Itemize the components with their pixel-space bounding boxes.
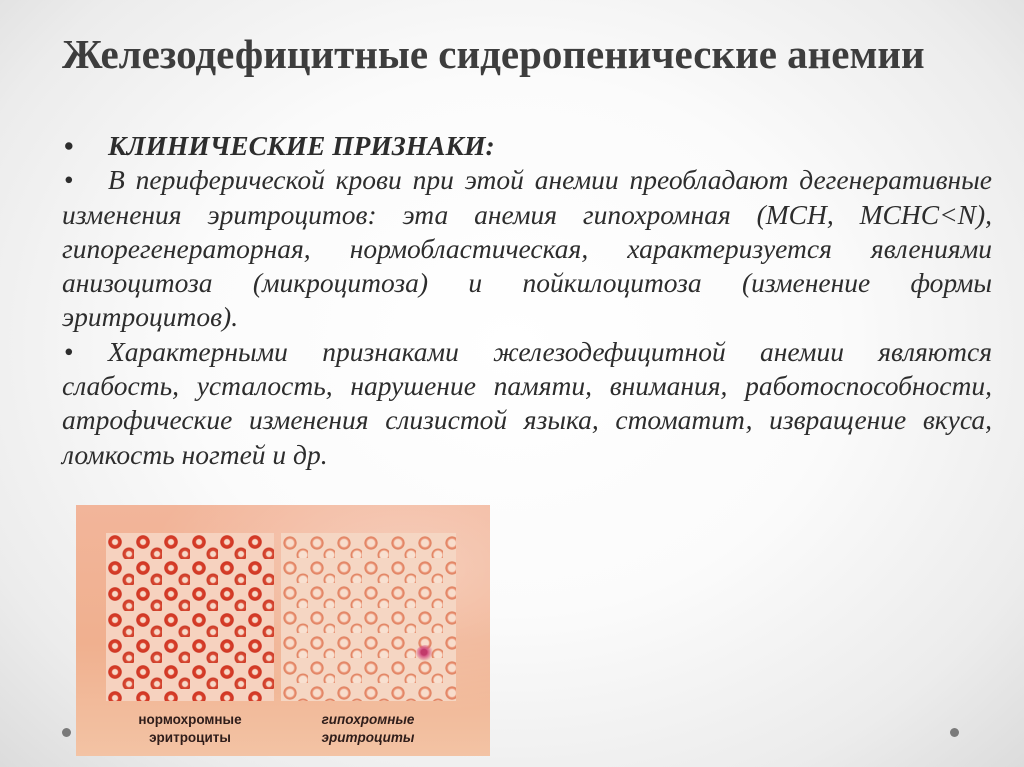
- normochromic-smear-image: [106, 533, 274, 701]
- hypochromic-smear-image: [281, 533, 456, 701]
- bullet-item-characteristic-signs: [62, 335, 992, 472]
- slide-nav-dot-left: [62, 728, 71, 737]
- clinical-signs-heading: КЛИНИЧЕСКИЕ ПРИЗНАКИ:: [108, 130, 495, 161]
- bullet-marker: •: [64, 164, 74, 196]
- bullet-item-peripheral-blood: [62, 163, 992, 334]
- peripheral-blood-text: В периферической крови при этой анемии преобладают дегенеративные изменения эритроцитов: эта анемия гипохромная (МСН, МСНС<N), гипорегенераторная, нормобластическая, характеризуется явлениями анизоцитоза (микроцитоза) и пойкилоцитоза (изменение формы эритроцитов).: [62, 164, 992, 333]
- normochromic-caption: нормохромные эритроциты: [138, 712, 242, 745]
- blood-smear-figure: [76, 505, 490, 756]
- stained-cell-cluster: [416, 645, 436, 661]
- bullet-marker: •: [64, 335, 74, 367]
- slide-nav-dot-right: [950, 728, 959, 737]
- hypochromic-caption: гипохромные эритроциты: [321, 712, 415, 745]
- slide-title: Железодефицитные сидеропенические анемии: [62, 31, 925, 77]
- bullet-marker: •: [64, 130, 74, 161]
- bullet-list: [62, 129, 992, 472]
- characteristic-signs-text: Характерными признаками железодефицитной анемии являются слабость, усталость, нарушение памяти, внимания, работоспособности, атрофические изменения слизистой языка, стоматит, извращение вкуса, ломкость ногтей и др.: [62, 335, 992, 470]
- bullet-item-clinical-signs: [62, 129, 992, 163]
